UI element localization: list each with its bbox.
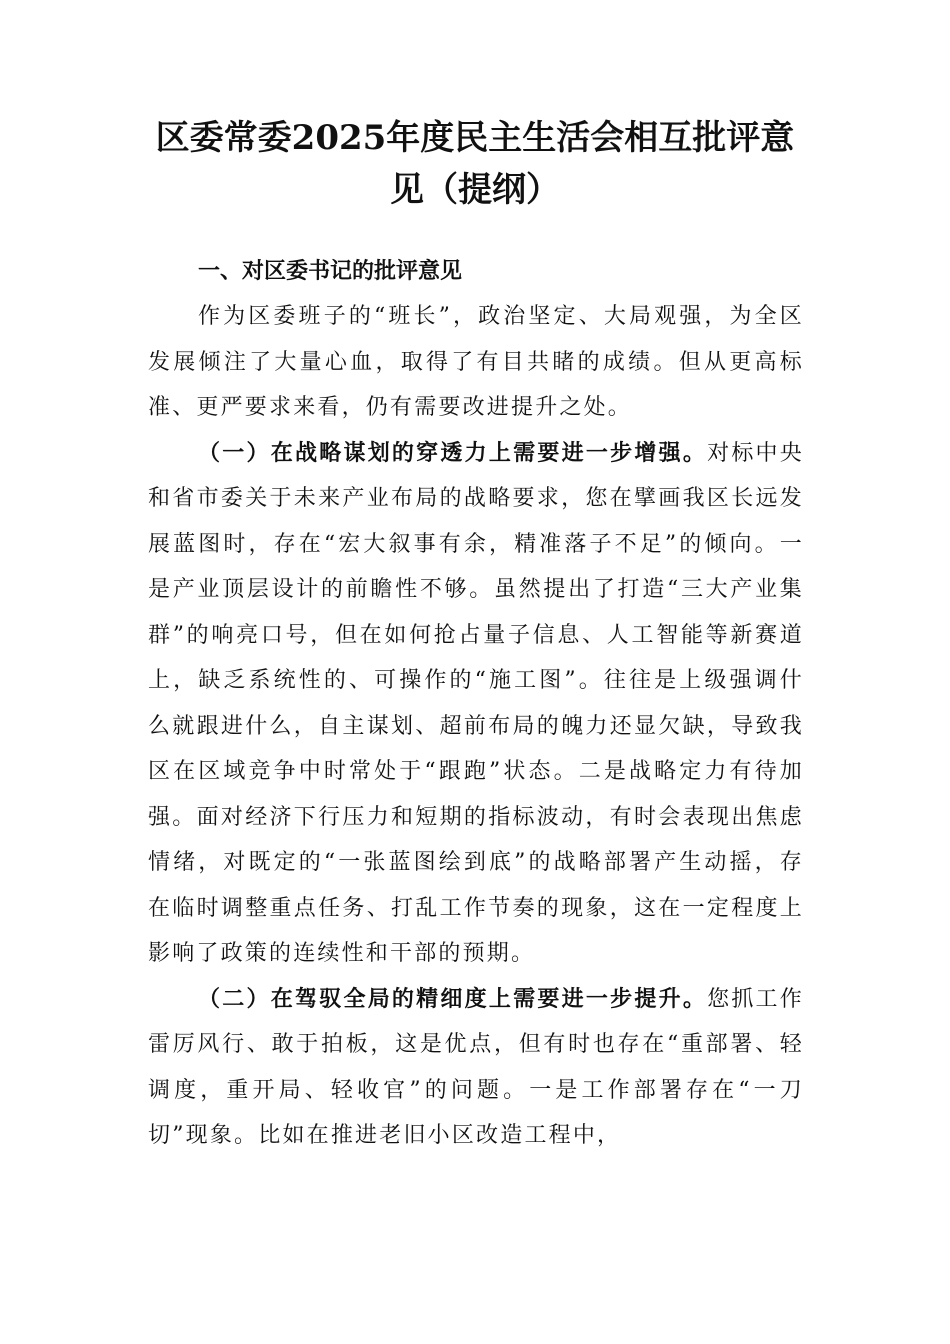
item-2-body: 您抓工作雷厉风行、敢于拍板，这是优点，但有时也存在“重部署、轻调度，重开局、轻收官”的问题。一是工作部署存在“一刀切”现象。比如在推进老旧小区改造工程中， [148, 986, 805, 1148]
item-2-lead: （二）在驾驭全局的精细度上需要进一步提升。 [198, 985, 708, 1012]
item-1-paragraph [148, 431, 804, 977]
document-title: 区委常委2025年度民主生活会相互批评意见（提纲） [155, 118, 795, 210]
intro-paragraph: 作为区委班子的“班长”，政治坚定、大局观强，为全区发展倾注了大量心血，取得了有目共睹的成绩。但从更高标准、更严要求来看，仍有需要改进提升之处。 [148, 304, 804, 420]
item-2-paragraph [148, 977, 804, 1159]
item-1-body: 对标中央和省市委关于未来产业布局的战略要求，您在擘画我区长远发展蓝图时，存在“宏大叙事有余，精准落子不足”的倾向。一是产业顶层设计的前瞻性不够。虽然提出了打造“三大产业集群”的响亮口号，但在如何抢占量子信息、人工智能等新赛道上，缺乏系统性的、可操作的“施工图”。往往是上级强调什么就跟进什么，自主谋划、超前布局的魄力还显欠缺，导致我区在区域竞争中时常处于“跟跑”状态。二是战略定力有待加强。面对经济下行压力和短期的指标波动，有时会表现出焦虑情绪，对既定的“一张蓝图绘到底”的战略部署产生动摇，存在临时调整重点任务、打乱工作节奏的现象，这在一定程度上影响了政策的连续性和干部的预期。 [148, 440, 805, 966]
document-body [148, 249, 804, 1159]
item-1-lead: （一）在战略谋划的穿透力上需要进一步增强。 [198, 439, 708, 466]
section-heading: 一、对区委书记的批评意见 [198, 259, 463, 284]
